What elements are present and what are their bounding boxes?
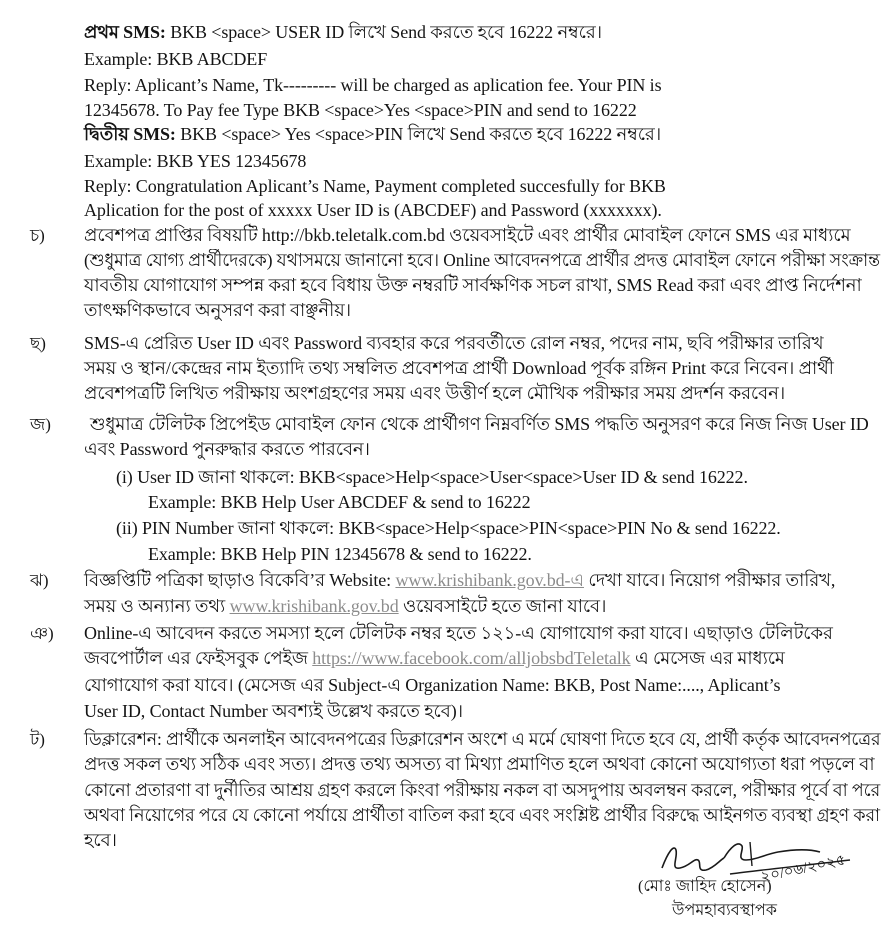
item-chha-line1: SMS-এ প্রেরিত User ID এবং Password ব্যবহার করে পরবর্তীতে রোল নম্বর, পদের নাম, ছবি পরীক্ষার তারিখ (84, 333, 824, 353)
website-link-2[interactable]: www.krishibank.gov.bd (229, 596, 399, 616)
item-jha-line1 (84, 569, 835, 592)
item-ja-line1: শুধুমাত্র টেলিটক প্রিপেইড মোবাইল ফোন থেকে প্রার্থীগণ নিম্নবর্ণিত SMS পদ্ধতি অনুসরণ করে নিজ নিজ User ID (90, 414, 869, 434)
item-ja-sub1-example: Example: BKB Help User ABCDEF & send to 16222 (148, 492, 531, 512)
item-chha-marker: ছ) (30, 334, 46, 353)
item-ta-line1: ডিক্লারেশন: প্রার্থীকে অনলাইন আবেদনপত্রের ডিক্লারেশন অংশে এ মর্মে ঘোষণা দিতে হবে যে, প্রার্থী কর্তৃক আবেদনপত্রের (84, 729, 881, 749)
jha-line1-text-b: দেখা যাবে। নিয়োগ পরীক্ষার তারিখ, (584, 570, 836, 590)
item-ja-sub2-example: Example: BKB Help PIN 12345678 & send to 16222. (148, 544, 532, 564)
first-sms-instruction (84, 21, 602, 44)
item-chha-line3: প্রবেশপত্রটি লিখিত পরীক্ষায় অংশগ্রহণের সময় এবং উত্তীর্ণ হলে মৌখিক পরীক্ষার সময় প্রদর্শন করবেন। (84, 383, 786, 403)
signature-date: ২০/০৬/২০২৫ (759, 852, 848, 886)
first-sms-text: BKB <space> USER ID লিখে Send করতে হবে 16222 নম্বরে। (165, 22, 602, 42)
website-link[interactable]: www.krishibank.gov.bd-এ (395, 570, 584, 590)
item-nya-line3: যোগাযোগ করা যাবে। (মেসেজ এর Subject-এ Organization Name: BKB, Post Name:...., Aplicant’s (84, 675, 781, 695)
jha-line2-text-a: সময় ও অন্যান্য তথ্য (84, 596, 230, 616)
item-ja-line2: এবং Password পুনরুদ্ধার করতে পারবেন। (84, 439, 370, 459)
second-sms-example: Example: BKB YES 12345678 (84, 151, 307, 171)
item-ta-line3: কোনো প্রতারণা বা দুর্নীতির আশ্রয় গ্রহণ করলে কিংবা পরীক্ষায় নকল বা অসদুপায় অবলম্বন করলে, পরীক্ষার পূর্বে বা পরে (84, 780, 881, 800)
item-cha-line4: তাৎক্ষণিকভাবে অনুসরণ করা বাঞ্ছনীয়। (84, 300, 351, 320)
item-nya-line4: User ID, Contact Number অবশ্যই উল্লেখ করতে হবে)। (84, 701, 463, 721)
first-sms-label: প্রথম SMS: (84, 22, 166, 42)
item-ta-line4: অথবা নিয়োগের পরে যে কোনো পর্যায়ে প্রার্থীতা বাতিল করা হবে এবং সংশ্লিষ্ট প্রার্থীর বিরুদ্ধে আইনগত ব্যবস্থা গ্রহণ করা (84, 805, 881, 825)
first-sms-reply-line1 (84, 74, 867, 97)
nya-line2-text-a: জবপোর্টাল এর ফেইসবুক পেইজ (84, 648, 313, 668)
signatory-title: উপমহাব্যবস্থাপক (672, 902, 777, 919)
second-sms-reply-line2: Aplication for the post of xxxxx User ID is (ABCDEF) and Password (xxxxxxx). (84, 200, 662, 220)
second-sms-reply-line1: Reply: Congratulation Aplicant’s Name, Payment completed succesfully for BKB (84, 176, 666, 196)
item-ja-sub1: (i) User ID জানা থাকলে: BKB<space>Help<space>User<space>User ID & send 16222. (116, 467, 748, 487)
item-cha-line3: যাবতীয় যোগাযোগ সম্পন্ন করা হবে বিধায় উক্ত নম্বরটি সার্বক্ষণিক সচল রাখা, SMS Read করা এবং প্রাপ্ত নির্দেশনা (84, 275, 862, 295)
reply1-text: Reply: Aplicant’s Name, Tk--------- will be charged as aplication fee. Your PIN is (84, 75, 662, 95)
item-ta-line5: হবে। (84, 830, 117, 850)
second-sms-text: BKB <space> Yes <space>PIN লিখে Send করতে হবে 16222 নম্বরে। (175, 124, 662, 144)
jha-line2-text-b: ওয়েবসাইটে হতে জানা যাবে। (398, 596, 607, 616)
item-nya-marker: ঞ) (30, 624, 54, 643)
item-ja-sub2: (ii) PIN Number জানা থাকলে: BKB<space>Help<space>PIN<space>PIN No & send 16222. (116, 518, 781, 538)
item-nya-line2 (84, 647, 785, 670)
item-jha-line2 (84, 595, 606, 618)
item-ta-line2: প্রদত্ত সকল তথ্য সঠিক এবং সত্য। প্রদত্ত তথ্য অসত্য বা মিথ্যা প্রমাণিত হলে অথবা কোনো অযোগ্যতা ধরা পড়লে বা (84, 754, 875, 774)
jha-line1-text-a: বিজ্ঞপ্তিটি পত্রিকা ছাড়াও বিকেবি’র Website: (84, 570, 396, 590)
item-nya-line1: Online-এ আবেদন করতে সমস্যা হলে টেলিটক নম্বর হতে ১২১-এ যোগাযোগ করা যাবে। এছাড়াও টেলিটকের (84, 623, 833, 643)
item-ja-marker: জ) (30, 415, 51, 434)
first-sms-reply-line2: 12345678. To Pay fee Type BKB <space>Yes <space>PIN and send to 16222 (84, 100, 637, 120)
facebook-link[interactable]: https://www.facebook.com/alljobsbdTeletalk (312, 648, 631, 668)
first-sms-example: Example: BKB ABCDEF (84, 49, 268, 69)
second-sms-label: দ্বিতীয় SMS: (84, 124, 176, 144)
item-jha-marker: ঝ) (30, 571, 49, 590)
item-chha-line2: সময় ও স্থান/কেন্দ্রের নাম ইত্যাদি তথ্য সম্বলিত প্রবেশপত্র প্রার্থী Download পূর্বক রঙ্গিন Print করে নিবেন। প্রার্থী (84, 358, 834, 378)
item-cha-line2: (শুধুমাত্র যোগ্য প্রার্থীদেরকে) যথাসময়ে জানানো হবে। Online আবেদনপত্রে প্রার্থীর প্রদত্ত মোবাইল ফোনে পরীক্ষা সংক্রান্ত (84, 250, 880, 270)
signatory-name: (মোঃ জাহিদ হোসেন) (638, 878, 772, 895)
item-cha-marker: চ) (30, 226, 45, 245)
item-cha-line1: প্রবেশপত্র প্রাপ্তির বিষয়টি http://bkb.teletalk.com.bd ওয়েবসাইটে এবং প্রার্থীর মোবাইল ফোনে SMS এর মাধ্যমে (84, 225, 851, 245)
nya-line2-text-b: এ মেসেজ এর মাধ্যমে (630, 648, 785, 668)
second-sms-instruction (84, 123, 661, 146)
item-ta-marker: ট) (30, 730, 45, 749)
